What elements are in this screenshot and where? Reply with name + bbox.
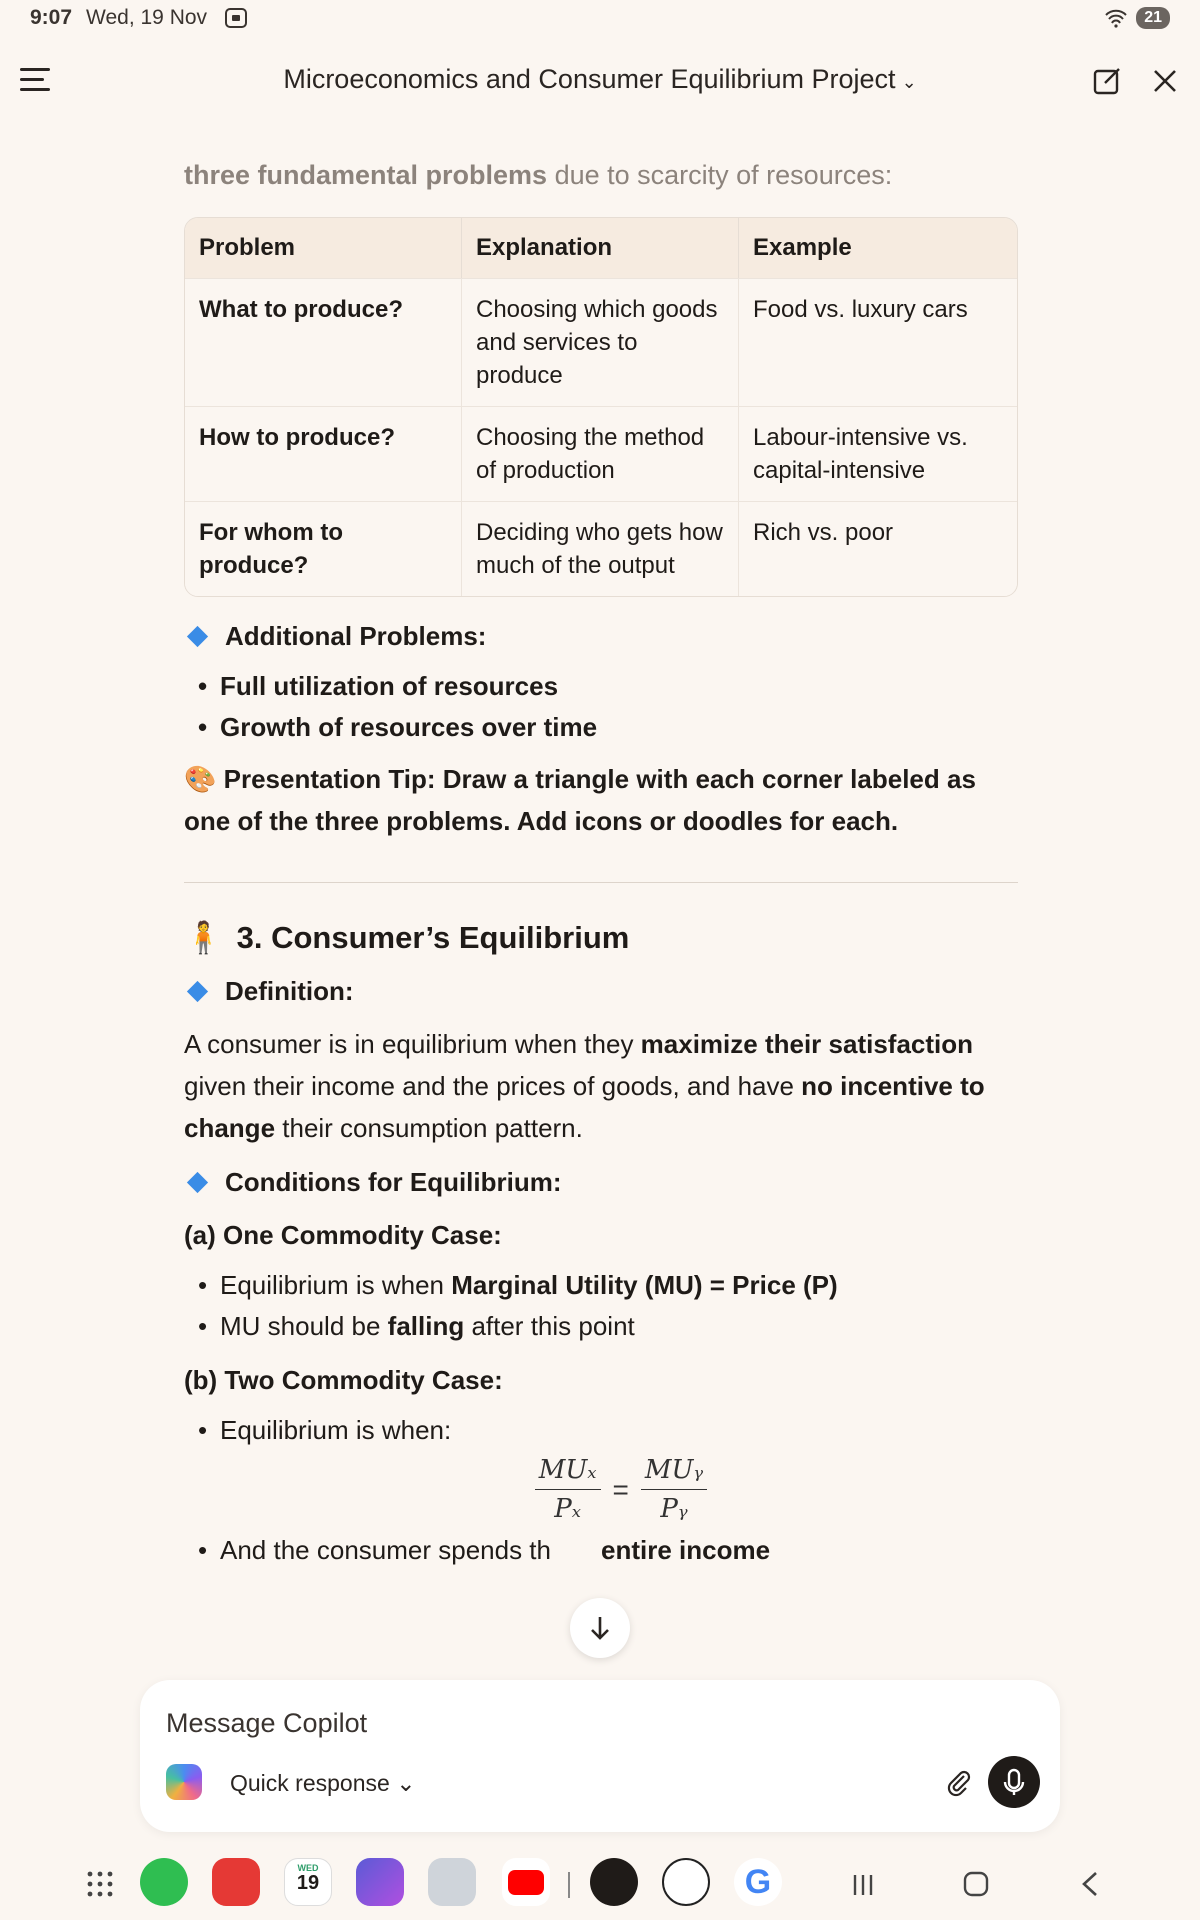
conversation-title[interactable]: Microeconomics and Consumer Equilibrium Project ⌄	[283, 64, 917, 94]
definition-text: A consumer is in equilibrium when they maximize their satisfaction given their income and the prices of goods, and have no incentive to change their consumption pattern.	[184, 1029, 985, 1143]
scroll-down-button[interactable]	[570, 1598, 630, 1658]
table-cell: Choosing which goods and services to produce	[462, 278, 739, 406]
camera-icon[interactable]	[428, 1858, 476, 1906]
intro-text: three fundamental problems due to scarcity of resources:	[184, 160, 893, 190]
person-icon: 🧍	[184, 920, 223, 955]
diamond-icon	[187, 981, 208, 1002]
conditions-heading: Conditions for Equilibrium:	[184, 1167, 1018, 1198]
chatgpt-icon[interactable]	[662, 1858, 710, 1906]
table-header: Problem	[185, 218, 462, 278]
notes-app-icon[interactable]	[212, 1858, 260, 1906]
calendar-icon[interactable]: WED 19	[284, 1858, 332, 1906]
message-composer	[140, 1680, 1060, 1832]
screen-record-icon	[225, 8, 247, 28]
dock-divider	[568, 1872, 570, 1898]
list-item: • Full utilization of resources	[184, 666, 1018, 707]
divider	[184, 882, 1018, 883]
chevron-down-icon: ⌄	[901, 72, 917, 92]
app-drawer-icon[interactable]	[86, 1870, 114, 1898]
case-b-list	[184, 1410, 1018, 1451]
drawing-app-icon[interactable]	[356, 1858, 404, 1906]
diamond-icon	[187, 1172, 208, 1193]
voice-button[interactable]	[988, 1756, 1040, 1808]
case-a-heading: (a) One Commodity Case:	[184, 1220, 502, 1250]
table-cell: What to produce?	[185, 278, 462, 406]
new-chat-icon[interactable]	[1092, 66, 1122, 96]
table-cell: Choosing the method of production	[462, 406, 739, 501]
status-time: 9:07	[30, 6, 73, 29]
recent-apps-icon[interactable]	[850, 1872, 876, 1898]
list-item: • And the consumer spends th entire income	[184, 1530, 1018, 1571]
close-icon[interactable]	[1150, 66, 1180, 96]
equilibrium-formula: $\frac{\text{MUₓ}}{\text{Pₓ}}$ = $\frac{\text{MUᵧ}}{\text{Pᵧ}}$	[184, 1455, 1018, 1524]
home-icon[interactable]	[962, 1870, 990, 1898]
table-cell: Labour-intensive vs. capital-intensive	[739, 406, 1017, 501]
status-date: Wed, 19 Nov	[86, 6, 208, 29]
whatsapp-icon[interactable]	[140, 1858, 188, 1906]
case-b-list-2	[184, 1530, 1018, 1571]
taskbar	[0, 1850, 1200, 1920]
status-bar	[0, 0, 1200, 36]
message-input[interactable]: Message Copilot	[166, 1708, 368, 1738]
back-icon[interactable]	[1080, 1870, 1100, 1898]
list-item: • Growth of resources over time	[184, 707, 1018, 748]
arrow-down-icon	[589, 1615, 611, 1641]
table-row	[185, 501, 1017, 596]
additional-list	[184, 666, 1018, 748]
attach-icon[interactable]	[944, 1768, 974, 1798]
problems-table	[184, 217, 1018, 597]
table-header-row	[185, 218, 1017, 278]
wifi-icon	[1104, 8, 1128, 28]
table-cell: For whom to produce?	[185, 501, 462, 596]
case-b-heading: (b) Two Commodity Case:	[184, 1365, 503, 1395]
message-content	[184, 160, 1018, 1571]
section-heading: 🧍 3. Consumer’s Equilibrium	[184, 919, 630, 955]
copilot-logo-icon	[166, 1764, 202, 1800]
top-bar	[0, 46, 1200, 116]
diamond-icon	[187, 626, 208, 647]
palette-icon: 🎨	[184, 764, 217, 794]
table-header: Example	[739, 218, 1017, 278]
battery-badge: 21	[1136, 7, 1170, 29]
additional-heading: Additional Problems:	[184, 621, 1018, 652]
microphone-icon	[988, 1756, 1040, 1808]
definition-heading: Definition:	[184, 976, 1018, 1007]
google-icon[interactable]: G	[734, 1858, 782, 1906]
table-cell: How to produce?	[185, 406, 462, 501]
list-item: • Equilibrium is when:	[184, 1410, 1018, 1451]
case-a-list	[184, 1265, 1018, 1347]
table-cell: Deciding who gets how much of the output	[462, 501, 739, 596]
perplexity-icon[interactable]	[590, 1858, 638, 1906]
table-cell: Rich vs. poor	[739, 501, 1017, 596]
list-item: • Equilibrium is when Marginal Utility (MU) = Price (P)	[184, 1265, 1018, 1306]
youtube-icon[interactable]	[502, 1858, 550, 1906]
table-header: Explanation	[462, 218, 739, 278]
quick-response-dropdown[interactable]: Quick response ⌄	[230, 1770, 416, 1796]
presentation-tip: 🎨 Presentation Tip: Draw a triangle with each corner labeled as one of the three problems. Add icons or doodles for each.	[184, 764, 976, 836]
table-cell: Food vs. luxury cars	[739, 278, 1017, 406]
table-row	[185, 406, 1017, 501]
list-item: • MU should be falling after this point	[184, 1306, 1018, 1347]
table-row	[185, 278, 1017, 406]
